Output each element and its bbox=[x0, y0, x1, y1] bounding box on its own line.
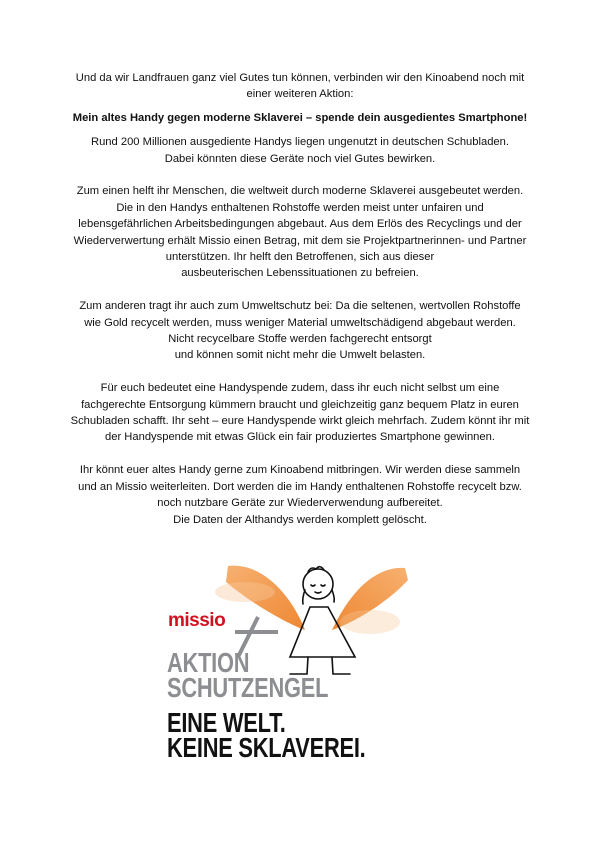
text-line: und können somit nicht mehr die Umwelt belasten. bbox=[174, 349, 426, 362]
text-line: Dabei könnten diese Geräte noch viel Gutes bewirken. bbox=[164, 152, 436, 165]
text-line: Wiederverwertung erhält Missio einen Betrag, mit dem sie Projektpartnerinnen- und Partner bbox=[73, 234, 527, 247]
text-line: Zum einen helft ihr Menschen, die weltweit durch moderne Sklaverei ausgebeutet werden. bbox=[76, 185, 524, 198]
text-line: Die Daten der Althandys werden komplett gelöscht. bbox=[173, 513, 427, 526]
text-line: noch nutzbare Geräte zur Wiederverwendung aufbereitet. bbox=[157, 497, 443, 510]
text-line: Rund 200 Millionen ausgediente Handys liegen ungenutzt in deutschen Schubladen. bbox=[91, 136, 509, 149]
text-line: lebensgefährlichen Arbeitsbedingungen abgebaut. Aus dem Erlös des Recyclings und der bbox=[78, 218, 522, 231]
body-paragraph bbox=[0, 298, 600, 364]
text-line: ausbeuterischen Lebenssituationen zu befreien. bbox=[181, 267, 419, 280]
text-line: Nicht recycelbare Stoffe werden fachgerecht entsorgt bbox=[168, 333, 432, 346]
text-line: unterstützen. Ihr helft den Betroffenen, sich aus dieser bbox=[165, 251, 435, 264]
text-line: der Handyspende mit etwas Glück ein fair produziertes Smartphone gewinnen. bbox=[105, 431, 495, 444]
headline bbox=[0, 110, 600, 126]
body-paragraph bbox=[0, 462, 600, 528]
headline-text: Mein altes Handy gegen moderne Sklaverei – spende dein ausgedientes Smartphone! bbox=[72, 112, 528, 125]
slogan-aktion: AKTION bbox=[167, 647, 250, 678]
text-line: Und da wir Landfrauen ganz viel Gutes tun können, verbinden wir den Kinoabend noch mit bbox=[75, 72, 525, 84]
body-paragraph bbox=[0, 134, 600, 167]
body-paragraph bbox=[0, 380, 600, 446]
text-line: einer weiteren Aktion: bbox=[246, 88, 354, 101]
aktion-schutzengel-logo bbox=[160, 552, 460, 772]
text-line: und an Missio weiterleiten. Dort werden die im Handy enthaltenen Rohstoffe recycelt bzw. bbox=[78, 480, 522, 493]
intro-paragraph bbox=[0, 70, 600, 103]
slogan-keine-sklaverei: KEINE SKLAVEREI. bbox=[167, 732, 366, 763]
text-line: fachgerechte Entsorgung kümmern braucht und gleichzeitig ganz bequem Platz in euren bbox=[81, 398, 519, 411]
text-line: wie Gold recycelt werden, muss weniger Material umweltschädigend abgebaut werden. bbox=[84, 316, 516, 329]
body-paragraph bbox=[0, 183, 600, 281]
missio-brand: missio bbox=[168, 610, 226, 631]
text-line: Die in den Handys enthaltenen Rohstoffe werden meist unter unfairen und bbox=[116, 201, 484, 214]
slogan-eine-welt: EINE WELT. bbox=[167, 707, 286, 738]
text-line: Für euch bedeutet eine Handyspende zudem, dass ihr euch nicht selbst um eine bbox=[100, 382, 500, 395]
document-body bbox=[0, 70, 600, 544]
text-line: Ihr könnt euer altes Handy gerne zum Kinoabend mitbringen. Wir werden diese sammeln bbox=[79, 464, 521, 477]
slogan-schutzengel: SCHUTZENGEL bbox=[167, 672, 329, 703]
text-line: Schubladen schafft. Ihr seht – eure Handyspende wirkt gleich mehrfach. Zudem könnt ihr mit bbox=[70, 415, 530, 428]
text-line: Zum anderen tragt ihr auch zum Umweltschutz bei: Da die seltenen, wertvollen Rohstoffe bbox=[79, 300, 521, 313]
